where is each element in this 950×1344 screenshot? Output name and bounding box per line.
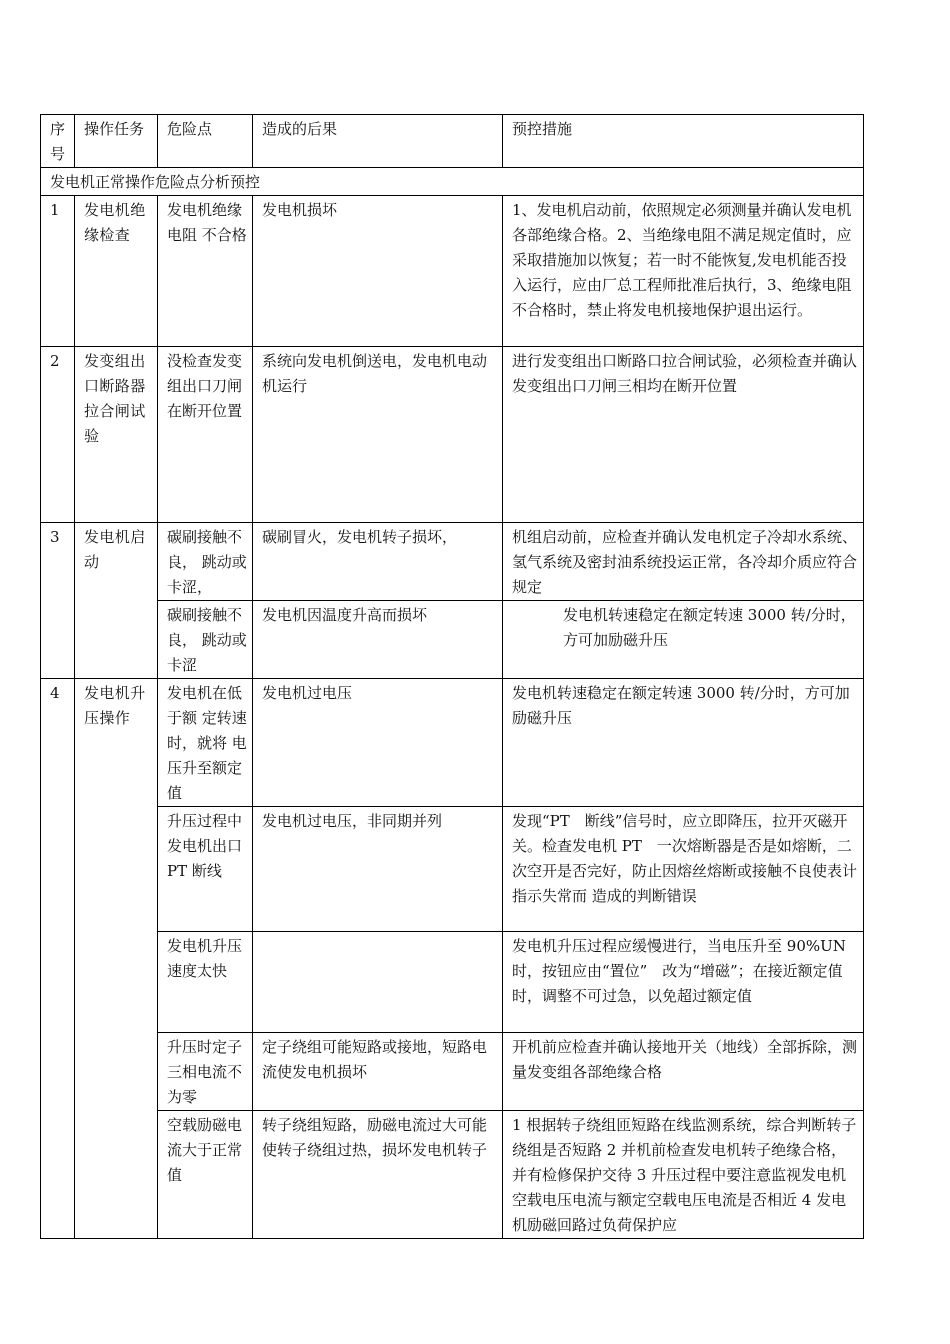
section-row — [41, 168, 864, 196]
row-hazard: 发电机绝缘电阻 不合格 — [158, 196, 253, 347]
row-hazard: 发电机升压速度太快 — [158, 932, 253, 1033]
row-seq: 1 — [41, 196, 75, 347]
row-measure: 发电机升压过程应缓慢进行，当电压升至 90%UN 时，按钮应由“置位” 改为“增磁”；在接近额定值时，调整不可过急，以免超过额定值 — [503, 932, 864, 1033]
row-hazard: 升压时定子三相电流不为零 — [158, 1033, 253, 1111]
table-row — [41, 196, 864, 347]
header-task: 操作任务 — [75, 115, 158, 168]
row-task: 发电机升压操作 — [75, 679, 158, 1239]
table-row — [41, 523, 864, 601]
table-subrow — [41, 1111, 864, 1239]
row-consequence: 定子绕组可能短路或接地，短路电流使发电机损坏 — [253, 1033, 503, 1111]
row-hazard: 空载励磁电流大于正常值 — [158, 1111, 253, 1239]
row-consequence: 转子绕组短路，励磁电流过大可能使转子绕组过热，损坏发电机转子 — [253, 1111, 503, 1239]
header-seq: 序号 — [41, 115, 75, 168]
row-consequence: 发电机损坏 — [253, 196, 503, 347]
row-consequence: 碳刷冒火，发电机转子损坏， — [253, 523, 503, 601]
table-row — [41, 679, 864, 807]
table-subrow — [41, 932, 864, 1033]
row-task: 发变组出口断路器拉合闸试验 — [75, 347, 158, 523]
header-row — [41, 115, 864, 168]
row-measure: 1 根据转子绕组匝短路在线监测系统，综合判断转子绕组是否短路 2 并机前检查发电机转子绝缘合格，并有检修保护交待 3 升压过程中要注意监视发电机空载电压电流与额定空载电压电流是否相近 4 发电机励磁回路过负荷保护应 — [503, 1111, 864, 1239]
row-seq: 2 — [41, 347, 75, 523]
row-measure: 机组启动前，应检查并确认发电机定子冷却水系统、氢气系统及密封油系统投运正常，各冷却介质应符合规定 — [503, 523, 864, 601]
row-task: 发电机启动 — [75, 523, 158, 679]
risk-analysis-table — [40, 114, 864, 1239]
section-title: 发电机正常操作危险点分析预控 — [41, 168, 864, 196]
row-hazard: 没检查发变组出口刀闸在断开位置 — [158, 347, 253, 523]
table-subrow — [41, 807, 864, 932]
row-consequence: 系统向发电机倒送电，发电机电动机运行 — [253, 347, 503, 523]
row-consequence — [253, 932, 503, 1033]
row-seq: 3 — [41, 523, 75, 679]
table-subrow — [41, 1033, 864, 1111]
row-hazard: 碳刷接触不良， 跳动或卡涩， — [158, 523, 253, 601]
header-consequence: 造成的后果 — [253, 115, 503, 168]
row-measure: 发电机转速稳定在额定转速 3000 转/分时，方可加励磁升压 — [503, 679, 864, 807]
header-hazard: 危险点 — [158, 115, 253, 168]
row-task: 发电机绝缘检查 — [75, 196, 158, 347]
row-measure: 进行发变组出口断路口拉合闸试验，必须检查并确认发变组出口刀闸三相均在断开位置 — [503, 347, 864, 523]
row-hazard: 碳刷接触不良， 跳动或卡涩 — [158, 601, 253, 679]
row-seq: 4 — [41, 679, 75, 1239]
row-consequence: 发电机过电压，非同期并列 — [253, 807, 503, 932]
row-hazard: 升压过程中发电机出口 PT 断线 — [158, 807, 253, 932]
row-measure: 开机前应检查并确认接地开关（地线）全部拆除，测量发变组各部绝缘合格 — [503, 1033, 864, 1111]
row-measure: 发现“PT 断线”信号时，应立即降压，拉开灭磁开关。检查发电机 PT 一次熔断器是否是如熔断，二次空开是否完好，防止因熔丝熔断或接触不良使表计指示失常而 造成的判断错误 — [503, 807, 864, 932]
table-row — [41, 347, 864, 523]
table-subrow — [41, 601, 864, 679]
row-measure: 发电机转速稳定在额定转速 3000 转/分时，方可加励磁升压 — [503, 601, 864, 679]
row-hazard: 发电机在低于额 定转速时，就将 电压升至额定值 — [158, 679, 253, 807]
row-consequence: 发电机过电压 — [253, 679, 503, 807]
row-measure: 1、发电机启动前，依照规定必须测量并确认发电机各部绝缘合格。2、当绝缘电阻不满足规定值时，应采取措施加以恢复；若一时不能恢复,发电机能否投入运行，应由厂总工程师批准后执行，3、绝缘电阻不合格时，禁止将发电机接地保护退出运行。 — [503, 196, 864, 347]
row-consequence: 发电机因温度升高而损坏 — [253, 601, 503, 679]
header-measure: 预控措施 — [503, 115, 864, 168]
